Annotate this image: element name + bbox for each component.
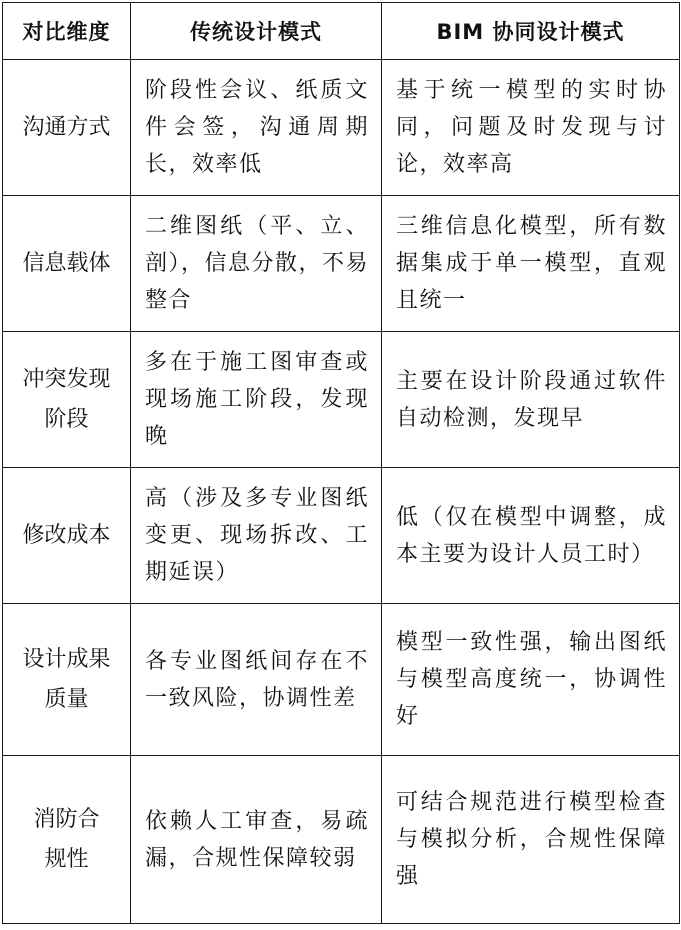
table-row (3, 332, 680, 468)
row-bim: 三维信息化模型，所有数据集成于单一模型，直观且统一 (382, 196, 680, 332)
row-bim: 可结合规范进行模型检查与模拟分析，合规性保障强 (382, 756, 680, 924)
comparison-table (2, 2, 680, 924)
row-traditional: 各专业图纸间存在不一致风险，协调性差 (131, 604, 382, 756)
dimension-label: 沟通方式 (22, 115, 111, 140)
row-dimension (3, 604, 131, 756)
table-row (3, 60, 680, 196)
row-dimension (3, 60, 131, 196)
row-dimension (3, 196, 131, 332)
comparison-table-wrapper (2, 2, 679, 928)
row-traditional: 二维图纸（平、立、剖），信息分散，不易整合 (131, 196, 382, 332)
row-traditional: 多在于施工图审查或现场施工阶段，发现晚 (131, 332, 382, 468)
row-dimension (3, 332, 131, 468)
row-bim: 基于统一模型的实时协同，问题及时发现与讨论，效率高 (382, 60, 680, 196)
dimension-label: 信息载体 (22, 251, 111, 276)
row-bim: 主要在设计阶段通过软件自动检测，发现早 (382, 332, 680, 468)
row-traditional: 高（涉及多专业图纸变更、现场拆改、工期延误） (131, 468, 382, 604)
table-row (3, 468, 680, 604)
header-dimension: 对比维度 (3, 3, 131, 60)
row-bim: 低（仅在模型中调整，成本主要为设计人员工时） (382, 468, 680, 604)
row-traditional: 依赖人工审查，易疏漏，合规性保障较弱 (131, 756, 382, 924)
row-dimension (3, 468, 131, 604)
row-traditional: 阶段性会议、纸质文件会签，沟通周期长，效率低 (131, 60, 382, 196)
header-traditional: 传统设计模式 (131, 3, 382, 60)
dimension-label: 消防合规性 (33, 806, 100, 872)
dimension-label: 修改成本 (22, 523, 111, 548)
table-row (3, 196, 680, 332)
table-row (3, 756, 680, 924)
header-row (3, 3, 680, 60)
row-bim: 模型一致性强，输出图纸与模型高度统一，协调性好 (382, 604, 680, 756)
header-bim: BIM 协同设计模式 (382, 3, 680, 60)
dimension-label: 冲突发现阶段 (22, 366, 111, 432)
table-row (3, 604, 680, 756)
row-dimension (3, 756, 131, 924)
dimension-label: 设计成果质量 (22, 646, 111, 712)
